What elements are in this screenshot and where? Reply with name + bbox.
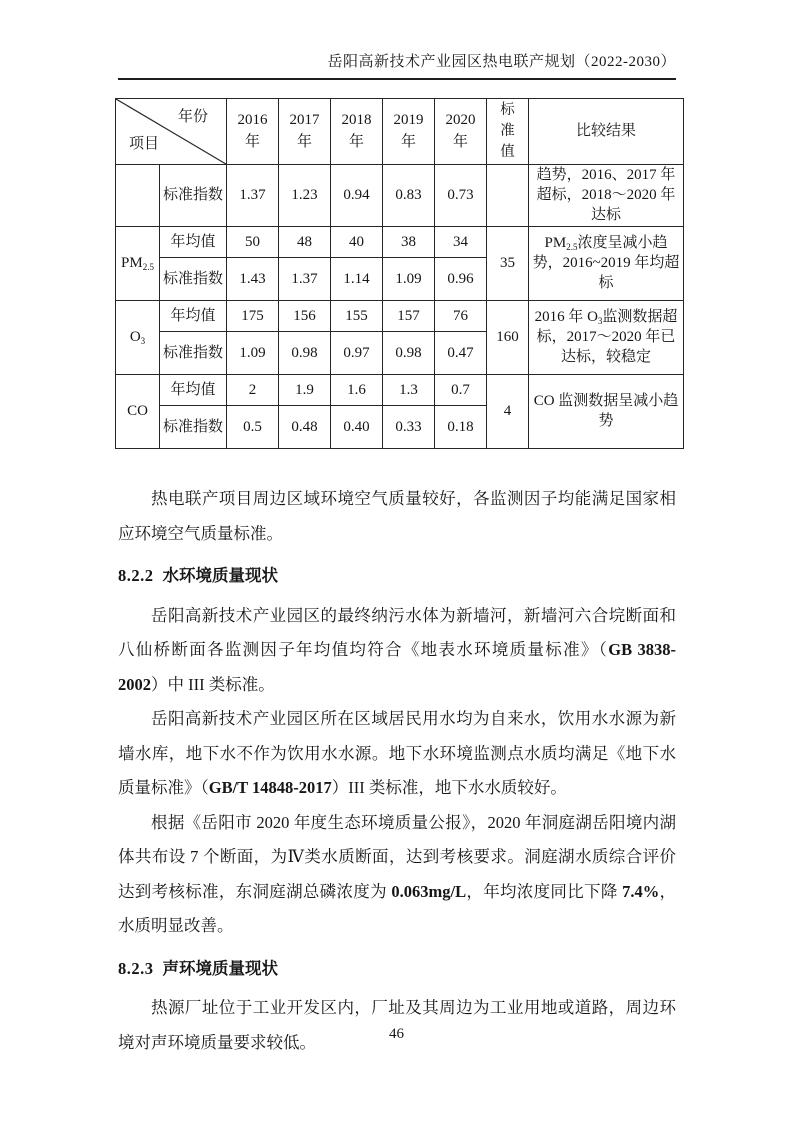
result-cell: 趋势，2016、2017 年超标，2018～2020 年达标 <box>529 165 684 227</box>
table-row <box>116 165 684 227</box>
section-heading-noise <box>118 958 676 980</box>
value-cell: 40 <box>331 227 383 258</box>
metric-cell: 标准指数 <box>160 406 227 449</box>
header-title: 岳阳高新技术产业园区热电联产规划（2022-2030） <box>327 54 676 70</box>
result-cell: $PM_{2.5}$浓度呈减小趋势，2016~2019 年均超标 <box>529 227 684 301</box>
value-cell: 1.43 <box>227 258 279 301</box>
content-area <box>118 50 680 1060</box>
value-cell: 1.09 <box>227 332 279 375</box>
value-cell: 48 <box>279 227 331 258</box>
section-number: 8.2.3 <box>118 958 154 978</box>
value-cell: 0.40 <box>331 406 383 449</box>
paragraph-water-3: 根据《岳阳市 2020 年度生态环境质量公报》，2020 年洞庭湖岳阳境内湖体共布设 7 个断面，为Ⅳ类水质断面，达到考核要求。洞庭湖水质综合评价达到考核标准，东洞庭湖总磷浓度为 0.063mg/L，年均浓度同比下降 7.4%，水质明显改善。 <box>118 812 677 936</box>
table-row <box>116 375 684 406</box>
value-cell: 0.33 <box>383 406 435 449</box>
value-cell: 0.18 <box>435 406 487 449</box>
value-cell: 0.83 <box>383 165 435 227</box>
value-cell: 1.6 <box>331 375 383 406</box>
year-header-2019: 2019 年 <box>383 99 435 165</box>
metric-cell: 标准指数 <box>160 332 227 375</box>
value-cell: 1.09 <box>383 258 435 301</box>
value-cell: 1.3 <box>383 375 435 406</box>
metric-cell: 年均值 <box>160 301 227 332</box>
value-cell: 34 <box>435 227 487 258</box>
section-title: 水环境质量现状 <box>162 567 278 586</box>
standard-cell <box>487 165 529 227</box>
corner-year-label: 年份 <box>177 109 208 125</box>
paragraph-water-2: 岳阳高新技术产业园区所在区域居民用水均为自来水，饮用水水源为新墙水库，地下水不作为饮用水水源。地下水环境监测点水质均满足《地下水质量标准》（GB/T 14848-2017）III 类标准，地下水水质较好。 <box>118 709 676 798</box>
table-header-row <box>116 99 684 165</box>
value-cell: 0.94 <box>331 165 383 227</box>
page-header <box>118 50 676 80</box>
section-number: 8.2.2 <box>118 566 154 586</box>
value-cell: 1.37 <box>279 258 331 301</box>
value-cell: 0.98 <box>383 332 435 375</box>
pollutant-cell-pm25: $PM_{2.5}$ <box>116 227 160 301</box>
value-cell: 157 <box>383 301 435 332</box>
year-header-2016: 2016 年 <box>227 99 279 165</box>
metric-cell: 标准指数 <box>160 165 227 227</box>
paragraph-water-1: 岳阳高新技术产业园区的最终纳污水体为新墙河，新墙河六合垸断面和八仙桥断面各监测因子年均值均符合《地表水环境质量标准》（GB 3838-2002）中 III 类标准。 <box>118 605 676 694</box>
value-cell: 38 <box>383 227 435 258</box>
value-cell: 175 <box>227 301 279 332</box>
section-title: 声环境质量现状 <box>162 959 278 978</box>
pollutant-cell-co: CO <box>116 375 160 449</box>
standard-cell: 35 <box>487 227 529 301</box>
value-cell: 0.7 <box>435 375 487 406</box>
air-quality-table <box>115 98 684 449</box>
standard-cell: 160 <box>487 301 529 375</box>
value-cell: 0.96 <box>435 258 487 301</box>
corner-cell <box>116 99 227 165</box>
page-number: 46 <box>389 1026 404 1042</box>
value-cell: 0.48 <box>279 406 331 449</box>
pollutant-cell <box>116 165 160 227</box>
standard-cell: 4 <box>487 375 529 449</box>
standard-value-header: 标准值 <box>487 99 529 165</box>
value-cell: 1.23 <box>279 165 331 227</box>
metric-cell: 标准指数 <box>160 258 227 301</box>
corner-item-label: 项目 <box>129 136 160 153</box>
paragraph-air-summary: 热电联产项目周边区域环境空气质量较好，各监测因子均能满足国家相应环境空气质量标准。 <box>118 489 676 543</box>
year-header-2018: 2018 年 <box>331 99 383 165</box>
paragraph-noise-1: 热源厂址位于工业开发区内，厂址及其周边为工业用地或道路，周边环境对声环境质量要求较低。 <box>118 998 676 1052</box>
value-cell: 1.37 <box>227 165 279 227</box>
section-heading-water <box>118 565 676 587</box>
table-row <box>116 301 684 332</box>
value-cell: 156 <box>279 301 331 332</box>
year-header-2020: 2020 年 <box>435 99 487 165</box>
value-cell: 0.5 <box>227 406 279 449</box>
metric-cell: 年均值 <box>160 227 227 258</box>
value-cell: 0.98 <box>279 332 331 375</box>
metric-cell: 年均值 <box>160 375 227 406</box>
result-cell: 2016 年 $O_3$监测数据超标，2017～2020 年已达标，较稳定 <box>529 301 684 375</box>
value-cell: 2 <box>227 375 279 406</box>
value-cell: 50 <box>227 227 279 258</box>
value-cell: 76 <box>435 301 487 332</box>
year-header-2017: 2017 年 <box>279 99 331 165</box>
table-row <box>116 227 684 258</box>
value-cell: 0.97 <box>331 332 383 375</box>
value-cell: 0.73 <box>435 165 487 227</box>
value-cell: 155 <box>331 301 383 332</box>
value-cell: 1.14 <box>331 258 383 301</box>
pollutant-cell-o3: $O_3$ <box>116 301 160 375</box>
result-cell: CO 监测数据呈减小趋势 <box>529 375 684 449</box>
value-cell: 0.47 <box>435 332 487 375</box>
result-header: 比较结果 <box>529 99 684 165</box>
value-cell: 1.9 <box>279 375 331 406</box>
